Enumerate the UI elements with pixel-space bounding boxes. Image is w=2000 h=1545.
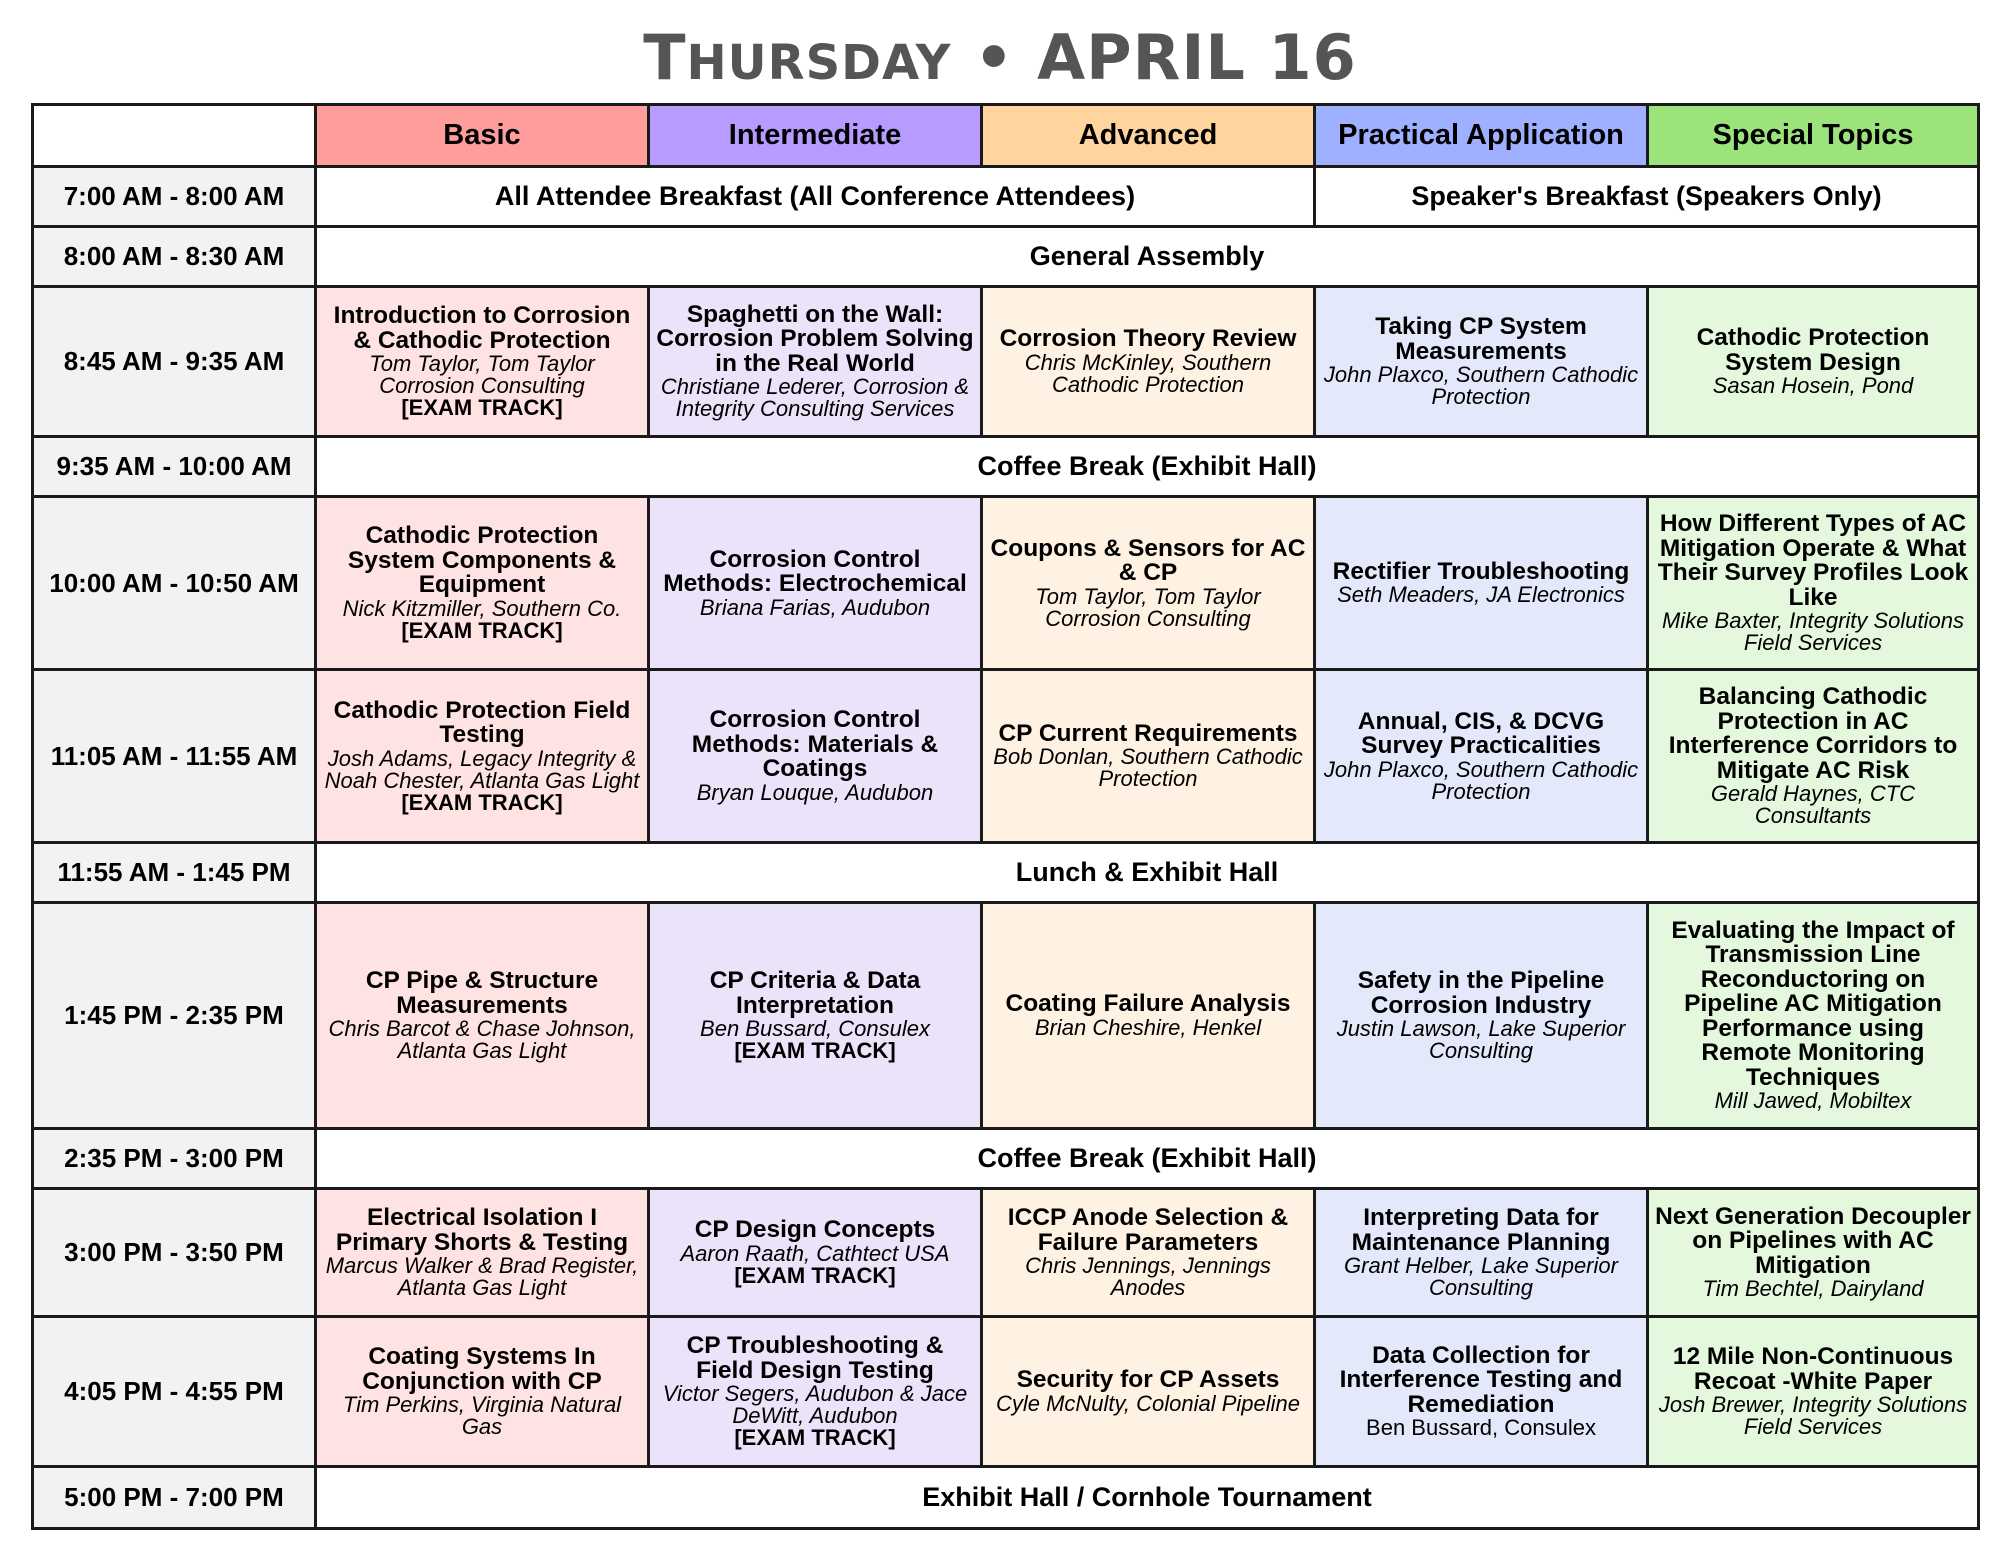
plenary-event-label: Lunch & Exhibit Hall [1015,857,1279,887]
session-title: CP Design Concepts [694,1216,936,1244]
session-title: Corrosion Theory Review [999,325,1297,353]
time-slot [33,1467,316,1529]
session-speaker: Bryan Louque, Audubon [696,779,934,805]
session-speaker: Sasan Hosein, Pond [1712,373,1914,398]
session-block [989,992,1307,1039]
time-slot-label: 11:55 AM - 1:45 PM [57,857,291,887]
session-block [656,708,974,804]
exam-track-tag: [EXAM TRACK] [734,1425,896,1450]
track-header-intermediate [649,105,982,167]
track-header-row [33,105,1979,167]
session-block [323,696,641,815]
schedule-row [33,437,1979,497]
time-slot-label: 4:05 PM - 4:55 PM [64,1376,284,1406]
schedule-row [33,1317,1979,1467]
time-slot-label: 3:00 PM - 3:50 PM [64,1237,284,1267]
time-slot [33,1317,316,1467]
session-title: Evaluating the Impact of Transmission Line Reconductoring on Pipeline AC Mitigation Performance using Remote Monitoring Techniques [1671,916,1955,1091]
exam-track-tag: [EXAM TRACK] [401,617,563,643]
session-block [989,534,1307,631]
session-speaker: Chris Jennings, Jennings Anodes [1025,1253,1271,1300]
exam-track-tag: [EXAM TRACK] [734,1262,896,1288]
session-block [656,545,974,620]
schedule-row [33,903,1979,1129]
session-cell[interactable] [1315,497,1648,670]
session-block [1655,512,1971,654]
time-slot-label: 10:00 AM - 10:50 AM [49,567,299,598]
time-slot-label: 2:35 PM - 3:00 PM [64,1143,284,1173]
plenary-event-label: Exhibit Hall / Cornhole Tournament [922,1482,1372,1512]
session-speaker: Cyle McNulty, Colonial Pipeline [995,1390,1301,1416]
session-block [656,1218,974,1287]
session-cell[interactable] [649,287,982,437]
time-slot [33,843,316,903]
schedule-table [31,103,1980,1530]
session-block [1322,969,1640,1062]
session-title: ICCP Anode Selection & Failure Parameters [1007,1204,1289,1256]
session-block [989,1206,1307,1299]
session-title: Data Collection for Interference Testing and Remediation [1339,1341,1623,1418]
session-cell[interactable] [1315,287,1648,437]
time-slot-label: 8:45 AM - 9:35 AM [63,346,285,376]
session-speaker: Ben Bussard, Consulex [1366,1415,1596,1441]
attendee-breakfast-label: All Attendee Breakfast (All Conference Attendees) [494,181,1136,211]
session-cell[interactable] [316,287,649,437]
time-slot [33,497,316,670]
session-cell[interactable] [649,903,982,1129]
session-cell[interactable] [1315,1317,1648,1467]
time-slot [33,167,316,227]
plenary-event-label: Coffee Break (Exhibit Hall) [977,451,1317,481]
track-header-advanced [982,105,1315,167]
session-title: CP Troubleshooting & Field Design Testing [686,1332,944,1384]
session-speaker: Tom Taylor, Tom Taylor Corrosion Consulting [1035,583,1261,631]
session-cell[interactable] [1315,670,1648,843]
session-speaker: Ben Bussard, Consulex [700,1016,930,1041]
session-block [323,524,641,642]
session-speaker: Victor Segers, Audubon & Jace DeWitt, Audubon [662,1381,968,1428]
session-block [1322,1341,1640,1441]
session-title: Coating Systems In Conjunction with CP [362,1343,602,1395]
session-speaker: Seth Meaders, JA Electronics [1337,582,1625,608]
track-header-basic [316,105,649,167]
session-block [989,719,1307,792]
plenary-event [316,227,1979,287]
session-block [1655,326,1971,397]
session-cell[interactable] [649,1189,982,1317]
session-block [989,327,1307,396]
session-cell[interactable] [1648,1189,1979,1317]
time-slot [33,670,316,843]
schedule-row [33,287,1979,437]
speaker-breakfast-label: Speaker's Breakfast (Speakers Only) [1411,181,1882,211]
session-block [1322,707,1640,804]
session-title: Introduction to Corrosion & Cathodic Protection [333,302,631,354]
session-cell[interactable] [982,903,1315,1129]
session-title: Coupons & Sensors for AC & CP [990,534,1306,586]
track-header-practical-application [1315,105,1648,167]
session-cell[interactable] [316,1317,649,1467]
session-title: CP Criteria & Data Interpretation [709,967,921,1019]
session-title: Annual, CIS, & DCVG Survey Practicalities [1357,707,1605,759]
schedule-row [33,227,1979,287]
session-speaker: Mill Jawed, Mobiltex [1714,1088,1912,1114]
session-cell[interactable] [649,1317,982,1467]
session-title: Taking CP System Measurements [1375,313,1587,365]
plenary-event-label: General Assembly [1029,241,1265,271]
track-header-label: Basic [443,119,521,151]
session-title: CP Pipe & Structure Measurements [365,967,599,1019]
session-cell[interactable] [1315,903,1648,1129]
session-speaker: Justin Lawson, Lake Superior Consulting [1336,1016,1626,1063]
exam-track-tag: [EXAM TRACK] [401,395,563,420]
session-block [1655,916,1971,1114]
session-speaker: Grant Helber, Lake Superior Consulting [1344,1253,1618,1300]
session-title: Coating Failure Analysis [1005,990,1291,1018]
session-block [656,1334,974,1449]
session-speaker: Christiane Lederer, Corrosion & Integrity Consulting Services [660,374,970,422]
session-title: Corrosion Control Methods: Electrochemical [663,545,967,597]
session-speaker: Gerald Haynes, CTC Consultants [1710,781,1916,828]
session-title: Next Generation Decoupler on Pipelines with AC Mitigation [1655,1202,1971,1279]
session-cell[interactable] [1648,1317,1979,1467]
page-title-render: THURSDAY • APRIL 16 [643,21,1357,94]
session-cell[interactable] [316,903,649,1129]
session-block [323,1206,641,1299]
time-slot [33,1189,316,1317]
session-speaker: Tom Taylor, Tom Taylor Corrosion Consulting [369,351,595,398]
session-speaker: Nick Kitzmiller, Southern Co. [342,595,622,621]
session-speaker: Tim Bechtel, Dairyland [1702,1276,1924,1302]
time-slot [33,903,316,1129]
session-speaker: Chris Barcot & Chase Johnson, Atlanta Gas Light [328,1016,636,1063]
session-cell[interactable] [316,670,649,843]
time-slot [33,287,316,437]
plenary-event-label: Coffee Break (Exhibit Hall) [977,1143,1317,1173]
session-speaker: Mike Baxter, Integrity Solutions Field Services [1661,608,1965,655]
session-cell[interactable] [1648,287,1979,437]
session-cell[interactable] [649,670,982,843]
session-title: Spaghetti on the Wall: Corrosion Problem Solving in the Real World [656,300,974,377]
session-title: Interpreting Data for Maintenance Planning [1351,1204,1611,1256]
session-speaker: Bob Donlan, Southern Cathodic Protection [993,744,1303,792]
session-speaker: Marcus Walker & Brad Register, Atlanta Gas Light [325,1253,639,1300]
exam-track-tag: [EXAM TRACK] [734,1038,896,1063]
schedule-row [33,497,1979,670]
session-speaker: Tim Perkins, Virginia Natural Gas [342,1392,622,1439]
session-title: Cathodic Protection Field Testing [333,696,631,748]
session-cell[interactable] [982,497,1315,670]
session-title: Cathodic Protection System Components & Equipment [347,522,617,599]
session-speaker: Josh Adams, Legacy Integrity & Noah Chester, Atlanta Gas Light [324,745,640,793]
session-title: CP Current Requirements [998,719,1298,747]
time-slot [33,1129,316,1189]
session-block [1655,1345,1971,1438]
session-cell[interactable] [982,1317,1315,1467]
session-speaker: Aaron Raath, Cathtect USA [680,1240,950,1266]
session-title: 12 Mile Non-Continuous Recoat -White Paper [1672,1343,1954,1395]
session-cell[interactable] [982,287,1315,437]
session-speaker: Briana Farias, Audubon [699,594,931,620]
session-speaker: Josh Brewer, Integrity Solutions Field Services [1658,1392,1968,1439]
schedule-row [33,1189,1979,1317]
plenary-event [316,437,1979,497]
track-header-label: Practical Application [1338,119,1624,151]
session-cell[interactable] [982,1189,1315,1317]
page-title [0,18,2000,98]
session-speaker: Chris McKinley, Southern Cathodic Protection [1024,349,1272,397]
attendee-breakfast [316,167,1315,227]
time-slot-label: 9:35 AM - 10:00 AM [56,451,292,481]
session-cell[interactable] [649,497,982,670]
session-block [989,1368,1307,1415]
session-title: Electrical Isolation I Primary Shorts & Testing [335,1204,629,1256]
session-title: Safety in the Pipeline Corrosion Industry [1357,967,1605,1019]
session-title: Security for CP Assets [1016,1366,1280,1394]
session-title: Rectifier Troubleshooting [1332,557,1630,585]
time-slot [33,437,316,497]
session-speaker: John Plaxco, Southern Cathodic Protection [1323,756,1639,804]
session-block [323,304,641,419]
session-block [1655,685,1971,827]
session-cell[interactable] [1315,1189,1648,1317]
session-cell[interactable] [316,497,649,670]
session-cell[interactable] [1648,670,1979,843]
session-cell[interactable] [982,670,1315,843]
session-block [1322,315,1640,408]
time-slot-label: 7:00 AM - 8:00 AM [63,181,285,211]
session-block [1655,1202,1971,1302]
corner-cell [33,105,316,167]
session-block [1322,1206,1640,1299]
time-slot-label: 11:05 AM - 11:55 AM [50,740,298,771]
time-slot-label: 8:00 AM - 8:30 AM [63,241,285,271]
exam-track-tag: [EXAM TRACK] [401,789,563,815]
schedule-row [33,670,1979,843]
session-speaker: Brian Cheshire, Henkel [1034,1014,1262,1040]
session-block [323,969,641,1062]
plenary-event [316,1129,1979,1189]
time-slot-label: 5:00 PM - 7:00 PM [64,1482,284,1512]
time-slot-label: 1:45 PM - 2:35 PM [64,1000,284,1030]
session-title: Balancing Cathodic Protection in AC Interference Corridors to Mitigate AC Risk [1668,683,1958,784]
session-cell[interactable] [316,1189,649,1317]
session-block [656,969,974,1062]
schedule-row [33,1467,1979,1529]
session-cell[interactable] [1648,497,1979,670]
plenary-event [316,1467,1979,1529]
track-header-label: Intermediate [728,119,902,151]
plenary-event [316,843,1979,903]
session-title: Corrosion Control Methods: Materials & Coatings [691,706,939,783]
speaker-breakfast [1315,167,1979,227]
session-block [656,300,974,422]
session-speaker: John Plaxco, Southern Cathodic Protection [1323,362,1639,409]
session-title: Cathodic Protection System Design [1696,324,1930,376]
session-cell[interactable] [1648,903,1979,1129]
track-header-special-topics [1648,105,1979,167]
schedule-row [33,1129,1979,1189]
track-header-label: Advanced [1078,119,1218,151]
session-block [1322,557,1640,608]
session-block [323,1345,641,1438]
schedule-row [33,843,1979,903]
track-header-label: Special Topics [1712,119,1914,151]
schedule-row [33,167,1979,227]
session-title: How Different Types of AC Mitigation Operate & What Their Survey Profiles Look Like [1657,510,1969,611]
time-slot [33,227,316,287]
